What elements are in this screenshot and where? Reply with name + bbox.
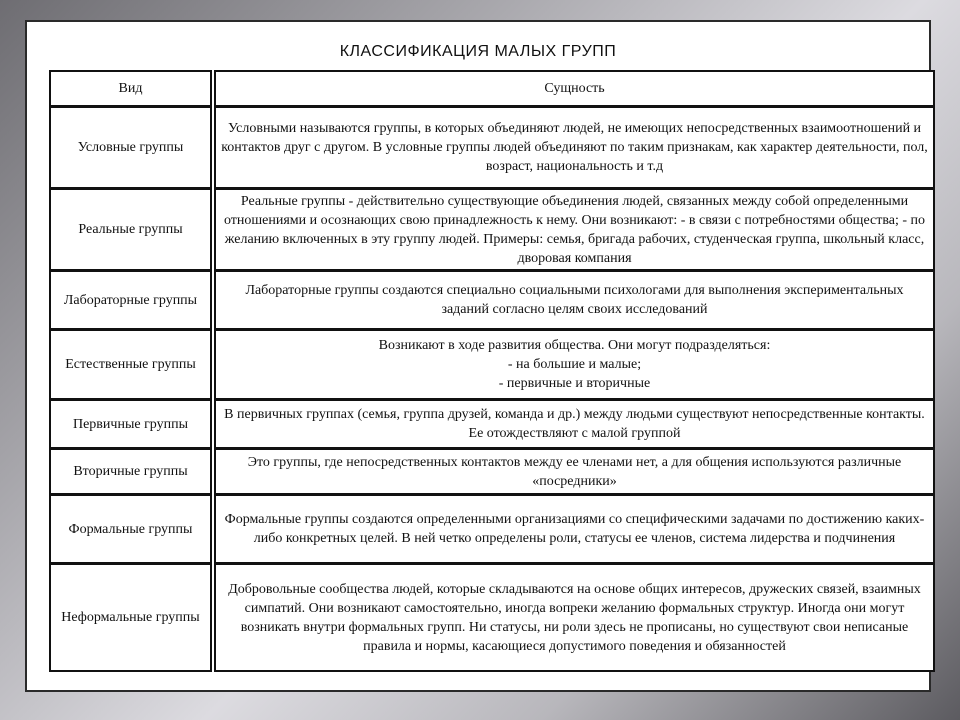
row-type-cell: Неформальные группы bbox=[49, 563, 212, 672]
table-row bbox=[49, 448, 935, 495]
slide bbox=[25, 20, 931, 692]
row-type-cell: Формальные группы bbox=[49, 494, 212, 564]
row-essence-cell: Лабораторные группы создаются специально социальными психологами для выполнения экспериментальных заданий согласно целям своих исследований bbox=[214, 270, 935, 330]
page-title: КЛАССИФИКАЦИЯ МАЛЫХ ГРУПП bbox=[339, 43, 617, 60]
table-row bbox=[49, 329, 935, 400]
row-essence-cell: Добровольные сообщества людей, которые складываются на основе общих интересов, дружеских связей, взаимных симпатий. Они возникают самостоятельно, иногда вопреки желанию формальных структур. Иногда они могут возникать внутри формальных групп. Ни статусы, ни роли здесь не прописаны, но существуют свои неписаные правила и нормы, касающиеся допустимого поведения и обязанностей bbox=[214, 563, 935, 672]
row-type-cell: Вторичные группы bbox=[49, 448, 212, 495]
essence-line: - на большие и малые; bbox=[507, 357, 642, 372]
row-type-cell: Условные группы bbox=[49, 106, 212, 189]
row-essence-cell: Это группы, где непосредственных контактов между ее членами нет, а для общения используются различные «посредники» bbox=[214, 448, 935, 495]
row-type-cell: Естественные группы bbox=[49, 329, 212, 400]
table-row bbox=[49, 399, 935, 449]
column-header-vid: Вид bbox=[49, 70, 212, 107]
row-essence-cell: В первичных группах (семья, группа друзей, команда и др.) между людьми существуют непосредственные контакты. Ее отождествляют с малой группой bbox=[214, 399, 935, 449]
table-row bbox=[49, 188, 935, 271]
table-row bbox=[49, 270, 935, 330]
row-essence-cell bbox=[214, 329, 935, 400]
essence-line: - первичные и вторичные bbox=[498, 376, 651, 391]
row-essence-cell: Условными называются группы, в которых объединяют людей, не имеющих непосредственных взаимоотношений и контактов друг с другом. В условные группы людей объединяют по таким признакам, как характер деятельности, пол, возраст, национальность и т.д bbox=[214, 106, 935, 189]
row-type-cell: Первичные группы bbox=[49, 399, 212, 449]
row-essence-cell: Реальные группы - действительно существующие объединения людей, связанных между собой определенными отношениями и осознающих свою принадлежность к нему. Они возникают: - в связи с потребностями общества; - по желанию включенных в эту группу людей. Примеры: семья, бригада рабочих, студенческая группа, школьный класс, дворовая компания bbox=[214, 188, 935, 271]
row-type-cell: Реальные группы bbox=[49, 188, 212, 271]
table-row bbox=[49, 563, 935, 672]
table-row bbox=[49, 494, 935, 564]
row-essence-cell: Формальные группы создаются определенными организациями со специфическими задачами по достижению каких-либо конкретных целей. В ней четко определены роли, статусы ее членов, система лидерства и подчинения bbox=[214, 494, 935, 564]
row-type-cell: Лабораторные группы bbox=[49, 270, 212, 330]
table-header-row bbox=[49, 70, 935, 107]
essence-line: Возникают в ходе развития общества. Они могут подразделяться: bbox=[378, 338, 771, 353]
table-row bbox=[49, 106, 935, 189]
column-header-essence: Сущность bbox=[214, 70, 935, 107]
